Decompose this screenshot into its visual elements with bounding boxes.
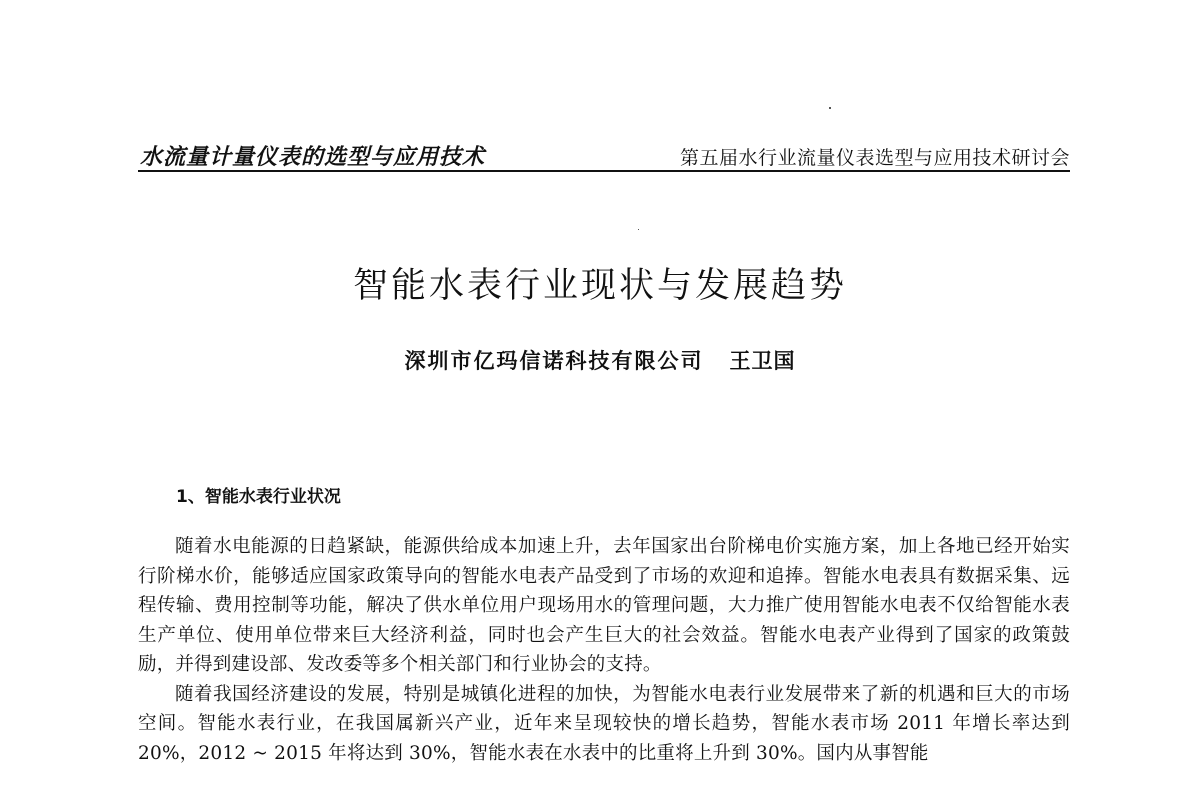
- author-organization: 深圳市亿玛信诺科技有限公司: [404, 348, 704, 373]
- scan-speck: [829, 107, 831, 109]
- byline: [0, 345, 1200, 375]
- body-paragraph: 随着我国经济建设的发展，特别是城镇化进程的加快，为智能水电表行业发展带来了新的机遇和巨大的市场空间。智能水表行业，在我国属新兴产业，近年来呈现较快的增长趋势，智能水表市场 2011 年增长率达到 20%，2012 ~ 2015 年将达到 30%，智能水表在水表中的比重将上升到 30%。国内从事智能: [138, 683, 1070, 764]
- running-header: [138, 140, 1070, 172]
- body-paragraph: 随着水电能源的日趋紧缺，能源供给成本加速上升，去年国家出台阶梯电价实施方案，加上各地已经开始实行阶梯水价，能够适应国家政策导向的智能水电表产品受到了市场的欢迎和追捧。智能水电表具有数据采集、远程传输、费用控制等功能，解决了供水单位用户现场用水的管理问题，大力推广使用智能水电表不仅给智能水表生产单位、使用单位带来巨大经济利益，同时也会产生巨大的社会效益。智能水电表产业得到了国家的政策鼓励，并得到建设部、发改委等多个相关部门和行业协会的支持。: [138, 536, 1070, 675]
- section-heading: 1、智能水表行业状况: [176, 487, 341, 507]
- header-rule: [138, 170, 1070, 172]
- paper-title: 智能水表行业现状与发展趋势: [352, 266, 847, 306]
- book-title-header: 水流量计量仪表的选型与应用技术: [140, 145, 486, 170]
- author-name: 王卫国: [729, 349, 796, 373]
- body-text: [138, 532, 1070, 768]
- conference-name-header: 第五届水行业流量仪表选型与应用技术研讨会: [679, 147, 1070, 169]
- scan-speck: [638, 229, 639, 230]
